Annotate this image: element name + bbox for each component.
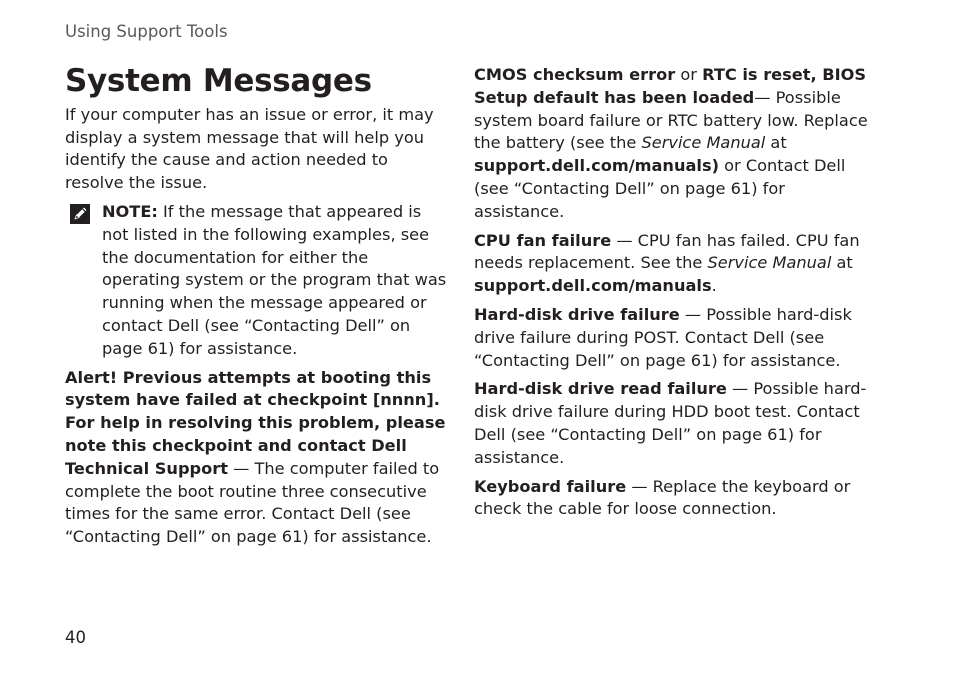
- message-hdd-failure: [474, 304, 869, 372]
- message-keyboard-failure: [474, 476, 869, 522]
- note-text: If the message that appeared is not listed in the following examples, see the documentation for either the operating system or the program that was running when the message appeared or contact Dell (see “Contacting Dell” on page 61) for assistance.: [102, 201, 447, 358]
- keyboard-description: — Replace the keyboard or check the cable for loose connection.: [474, 476, 851, 519]
- cmos-description: — Possible system board failure or RTC battery low. Replace the battery (see the: [474, 87, 868, 153]
- section-header: Using Support Tools: [65, 22, 228, 41]
- note-paragraph: [102, 201, 450, 361]
- cmos-at: at: [765, 133, 787, 153]
- page-number: 40: [65, 628, 86, 647]
- keyboard-term: Keyboard failure: [474, 476, 627, 496]
- alert-description: — The computer failed to complete the boot routine three consecutive times for the same error. Contact Dell (see “Contacting Dell” on page 61) for assistance.: [65, 458, 440, 547]
- alert-term: Alert! Previous attempts at booting this system have failed at checkpoint [nnnn]. For help in resolving this problem, please note this checkpoint and contact Dell Technical Support: [65, 367, 446, 478]
- cmos-support-link: support.dell.com/manuals): [474, 156, 719, 176]
- cpu-fan-support-link: support.dell.com/manuals: [474, 276, 712, 296]
- cmos-or: or: [675, 65, 703, 84]
- note-block: [65, 201, 450, 361]
- message-hdd-read-failure: [474, 378, 869, 469]
- page-title: System Messages: [65, 63, 372, 99]
- cpu-fan-manual-ref: Service Manual: [707, 253, 832, 273]
- cmos-description-end: or Contact Dell (see “Contacting Dell” on page 61) for assistance.: [474, 156, 846, 221]
- note-label: NOTE:: [102, 201, 158, 221]
- cpu-fan-description: — CPU fan has failed. CPU fan needs replacement. See the: [474, 230, 860, 273]
- cpu-fan-at: at: [831, 253, 853, 273]
- hdd-failure-term: Hard-disk drive failure: [474, 304, 680, 324]
- cmos-term: CMOS checksum error: [474, 65, 676, 84]
- cpu-fan-term: CPU fan failure: [474, 230, 612, 250]
- cpu-fan-end: .: [711, 276, 717, 296]
- cmos-manual-ref: Service Manual: [641, 133, 766, 153]
- message-cmos-checksum: [474, 64, 869, 224]
- left-column: [65, 62, 450, 555]
- hdd-failure-description: — Possible hard-disk drive failure during POST. Contact Dell (see “Contacting Dell” on page 61) for assistance.: [474, 304, 852, 370]
- message-alert-checkpoint: [65, 367, 450, 549]
- rtc-term: RTC is reset, BIOS Setup default has been loaded: [474, 65, 867, 107]
- message-cpu-fan: [474, 230, 869, 298]
- hdd-read-term: Hard-disk drive read failure: [474, 379, 727, 399]
- right-column: [474, 64, 869, 527]
- intro-paragraph: If your computer has an issue or error, it may display a system message that will help you identify the cause and action needed to resolve the issue.: [65, 104, 434, 193]
- hdd-read-description: — Possible hard-disk drive failure during HDD boot test. Contact Dell (see “Contacting Dell” on page 61) for assistance.: [474, 379, 867, 467]
- note-pencil-icon: [70, 204, 90, 224]
